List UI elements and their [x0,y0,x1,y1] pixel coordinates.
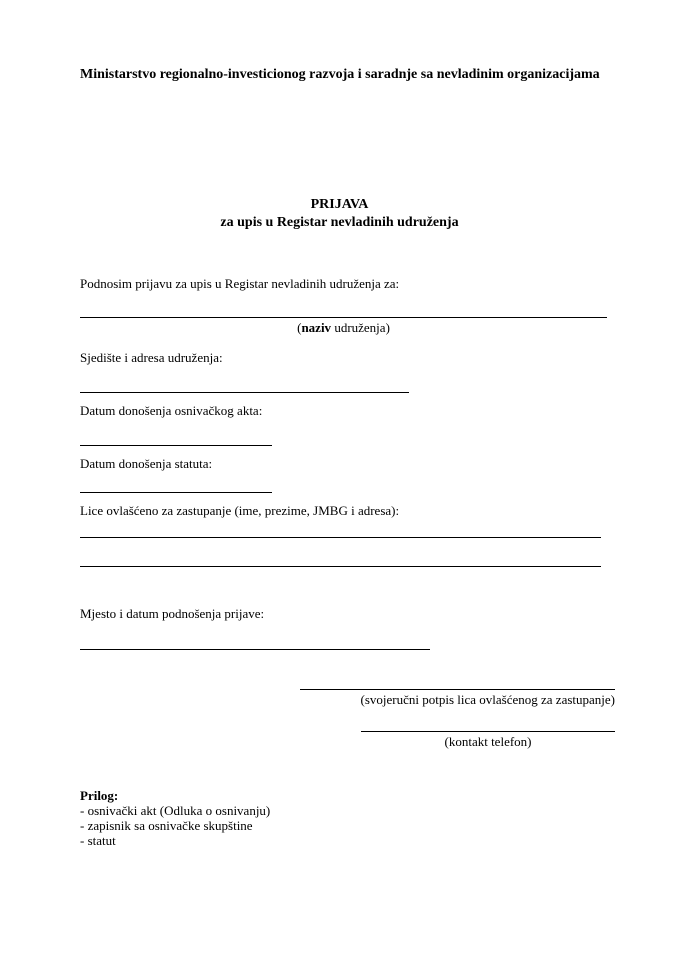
contact-phone-field[interactable] [361,731,615,732]
form-subtitle: za upis u Registar nevladinih udruženja [220,215,459,230]
association-name-field[interactable] [80,317,607,318]
ministry-name: Ministarstvo regionalno-investicionog razvoja i saradnje sa nevladinim organizacijama [80,67,600,82]
signature-field[interactable] [300,689,615,690]
place-date-field[interactable] [80,649,430,650]
representative-field-line-1[interactable] [80,537,601,538]
attachments-heading: Prilog: [80,788,119,803]
statute-date-label: Datum donošenja statuta: [80,456,213,471]
form-title: PRIJAVA [310,197,369,212]
intro-label: Podnosim prijavu za upis u Registar nevladinih udruženja za: [80,276,400,291]
place-date-label: Mjesto i datum podnošenja prijave: [80,606,265,621]
caption-open-paren: ( [297,320,302,335]
attachment-item: - osnivački akt (Odluka o osnivanju) [80,803,271,818]
seat-address-label: Sjedište i adresa udruženja: [80,350,223,365]
association-name-caption [80,320,607,336]
representative-field-line-2[interactable] [80,566,601,567]
attachment-item: - statut [80,833,116,848]
representative-label: Lice ovlašćeno za zastupanje (ime, prezime, JMBG i adresa): [80,503,400,518]
caption-rest: udruženja) [331,320,390,335]
caption-naziv: naziv [301,320,332,335]
seat-address-field[interactable] [80,392,409,393]
founding-act-date-field[interactable] [80,445,272,446]
founding-act-date-label: Datum donošenja osnivačkog akta: [80,403,263,418]
statute-date-field[interactable] [80,492,272,493]
contact-phone-caption: (kontakt telefon) [444,734,532,749]
attachment-item: - zapisnik sa osnivačke skupštine [80,818,253,833]
signature-caption: (svojeručni potpis lica ovlašćenog za zastupanje) [360,692,615,707]
